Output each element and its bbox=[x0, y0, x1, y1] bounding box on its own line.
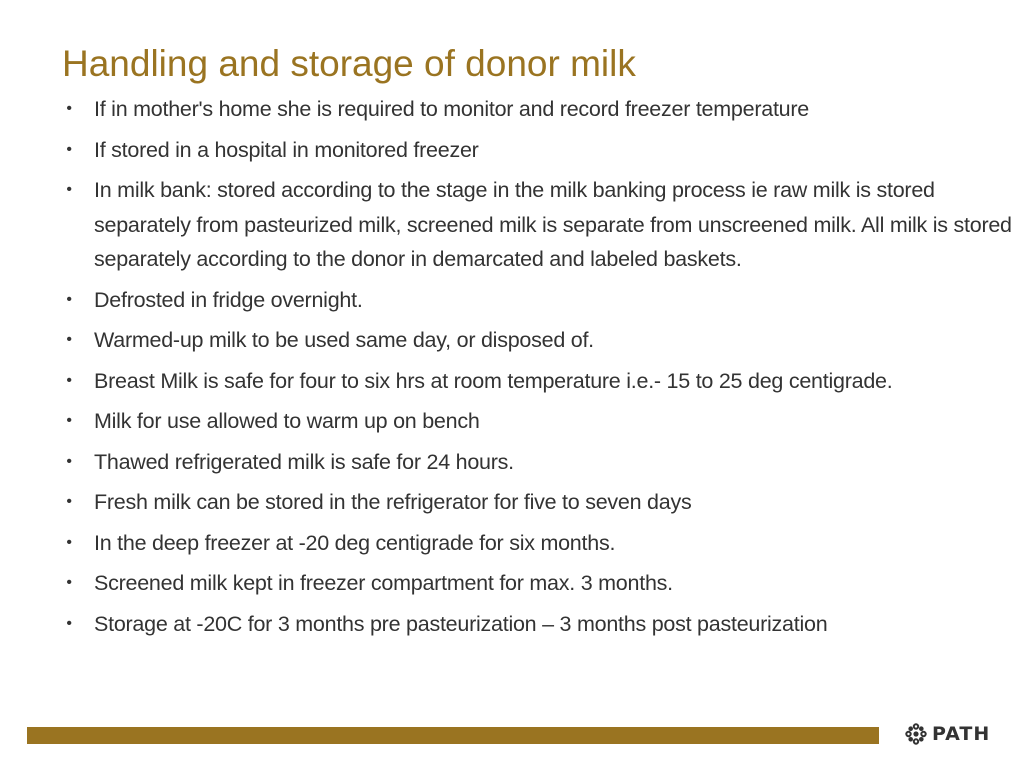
bullet-text: Screened milk kept in freezer compartment for max. 3 months. bbox=[94, 571, 673, 595]
bullet-item bbox=[62, 607, 1020, 642]
bullet-item bbox=[62, 323, 1020, 358]
bullet-item bbox=[62, 485, 1020, 520]
bullet-text: If in mother's home she is required to monitor and record freezer temperature bbox=[94, 97, 810, 121]
bullet-text: Fresh milk can be stored in the refrigerator for five to seven days bbox=[94, 490, 692, 514]
bullet-item bbox=[62, 445, 1020, 480]
bullet-text: Defrosted in fridge overnight. bbox=[94, 287, 363, 312]
bullet-icon: • bbox=[66, 412, 72, 429]
bullet-text: If stored in a hospital in monitored freezer bbox=[94, 137, 479, 162]
bullet-item bbox=[62, 173, 1020, 277]
bullet-item bbox=[62, 133, 1020, 168]
bullet-text: In milk bank: stored according to the stage in the milk banking process ie raw milk is stored separately from pasteurized milk, screened milk is separate from unscreened milk. All milk is stored separately according to the donor in demarcated and labeled baskets. bbox=[94, 178, 1012, 271]
bullet-icon: • bbox=[66, 614, 72, 632]
bullet-text: Milk for use allowed to warm up on bench bbox=[94, 409, 480, 433]
bullet-icon: • bbox=[66, 100, 72, 117]
path-logo bbox=[904, 721, 990, 747]
bullet-text: Thawed refrigerated milk is safe for 24 hours. bbox=[94, 449, 514, 474]
bullet-icon: • bbox=[66, 331, 72, 348]
bullet-icon: • bbox=[66, 452, 72, 470]
bullet-item bbox=[62, 526, 1020, 561]
bullet-text: Warmed-up milk to be used same day, or disposed of. bbox=[94, 328, 594, 352]
bullet-icon: • bbox=[66, 533, 72, 551]
slide-title: Handling and storage of donor milk bbox=[62, 43, 636, 84]
bullet-text: Breast Milk is safe for four to six hrs at room temperature i.e.- 15 to 25 deg centigrade. bbox=[94, 368, 893, 393]
bullet-text: Storage at -20C for 3 months pre pasteurization – 3 months post pasteurization bbox=[94, 611, 828, 636]
bullet-icon: • bbox=[66, 493, 72, 510]
bullet-text: In the deep freezer at -20 deg centigrade for six months. bbox=[94, 530, 616, 555]
bullet-icon: • bbox=[66, 371, 72, 389]
bullet-icon: • bbox=[66, 290, 72, 308]
bullet-item bbox=[62, 364, 1020, 399]
path-logo-icon bbox=[904, 722, 928, 746]
bullet-item bbox=[62, 92, 1020, 127]
footer-bar bbox=[27, 727, 879, 744]
bullet-item bbox=[62, 566, 1020, 601]
bullet-icon: • bbox=[66, 140, 72, 158]
bullet-item bbox=[62, 404, 1020, 439]
bullet-item bbox=[62, 283, 1020, 318]
bullet-icon: • bbox=[66, 574, 72, 591]
logo-text: PATH bbox=[932, 723, 991, 745]
bullet-list bbox=[62, 92, 1020, 647]
bullet-icon: • bbox=[66, 181, 72, 198]
